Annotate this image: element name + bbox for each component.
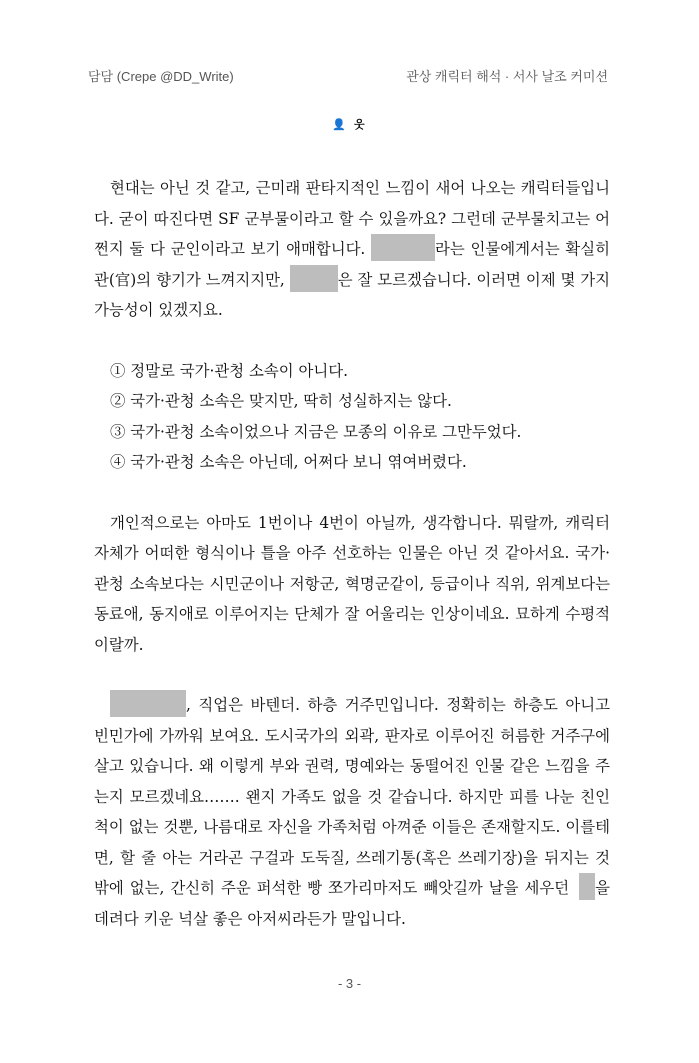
paragraph-1	[94, 173, 610, 326]
header-author: 담담 (Crepe @DD_Write)	[88, 69, 234, 84]
paragraph-1-part-c: 은 잘 모르겠습니다. 이러면 이제 몇 가지 가능성이 있겠지요.	[94, 270, 610, 319]
possibility-list	[94, 356, 610, 478]
header-title: 관상 캐릭터 해석 · 서사 날조 커미션	[406, 69, 608, 84]
list-item: ④ 국가·관청 소속은 아닌데, 어쩌다 보니 엮여버렸다.	[110, 453, 467, 471]
redacted-name-4	[579, 873, 595, 900]
paragraph-3-part-b: 을 데려다 키운 넉살 좋은 아저씨라든가 말입니다.	[94, 879, 610, 928]
list-item: ② 국가·관청 소속은 맞지만, 딱히 성실하지는 않다.	[110, 392, 452, 410]
paragraph-1-part-b: 라는 인물에게서는 확실히 관(官)의 향기가 느껴지지만,	[94, 240, 611, 289]
document-body	[94, 173, 610, 934]
spacer	[94, 478, 610, 508]
spacer	[94, 326, 610, 356]
spacer	[94, 660, 610, 690]
list-item: ③ 국가·관청 소속이었으나 지금은 모종의 이유로 그만두었다.	[110, 422, 522, 441]
page-number: - 3 -	[337, 976, 362, 991]
page-header	[88, 66, 608, 88]
list-item: ① 정말로 국가·관청 소속이 아니다.	[110, 361, 349, 380]
paragraph-3-part-a: , 직업은 바텐더. 하층 거주민입니다. 정확히는 하층도 아니고 빈민가에 가까워 보여요. 도시국가의 외곽, 판자로 이루어진 허름한 거주구에 살고 있습니다. 왜 이렇게 부와 권력, 명예와는 동떨어진 인물 같은 느낌을 주는지 모르겠네요……. 왠지 가족도 없을 것 같습니다. 하지만 피를 나눈 친인척이 없는 것뿐, 나름대로 자신을 가족처럼 아껴준 이들은 존재할지도. 이를테면, 할 줄 아는 거라곤 구걸과 도둑질, 쓰레기통(혹은 쓰레기장)을 뒤지는 것밖에 없는, 간신히 주운 퍼석한 빵 쪼가리마저도 빼앗길까 날을 세우던	[94, 696, 610, 897]
section-mark-icon: 👤 웃	[332, 118, 367, 131]
paragraph-2: 개인적으로는 아마도 1번이나 4번이 아닐까, 생각합니다. 뭐랄까, 캐릭터 자체가 어떠한 형식이나 틀을 아주 선호하는 인물은 아닌 것 같아서요. 국가·관청 소속보다는 시민군이나 저항군, 혁명군같이, 등급이나 직위, 위계보다는 동료애, 동지애로 이루어지는 단체가 잘 어울리는 인상이네요. 묘하게 수평적이랄까.	[94, 513, 610, 654]
paragraph-3	[94, 690, 610, 934]
paragraph-1-part-a: 현대는 아닌 것 같고, 근미래 판타지적인 느낌이 새어 나오는 캐릭터들입니다. 굳이 따진다면 SF 군부물이라고 할 수 있을까요? 그런데 군부물치고는 어쩐지 둘 다 군인이라고 보기 애매합니다.	[94, 179, 610, 258]
redacted-name-1	[371, 234, 435, 261]
redacted-name-2	[290, 265, 338, 292]
redacted-name-3	[110, 690, 186, 717]
